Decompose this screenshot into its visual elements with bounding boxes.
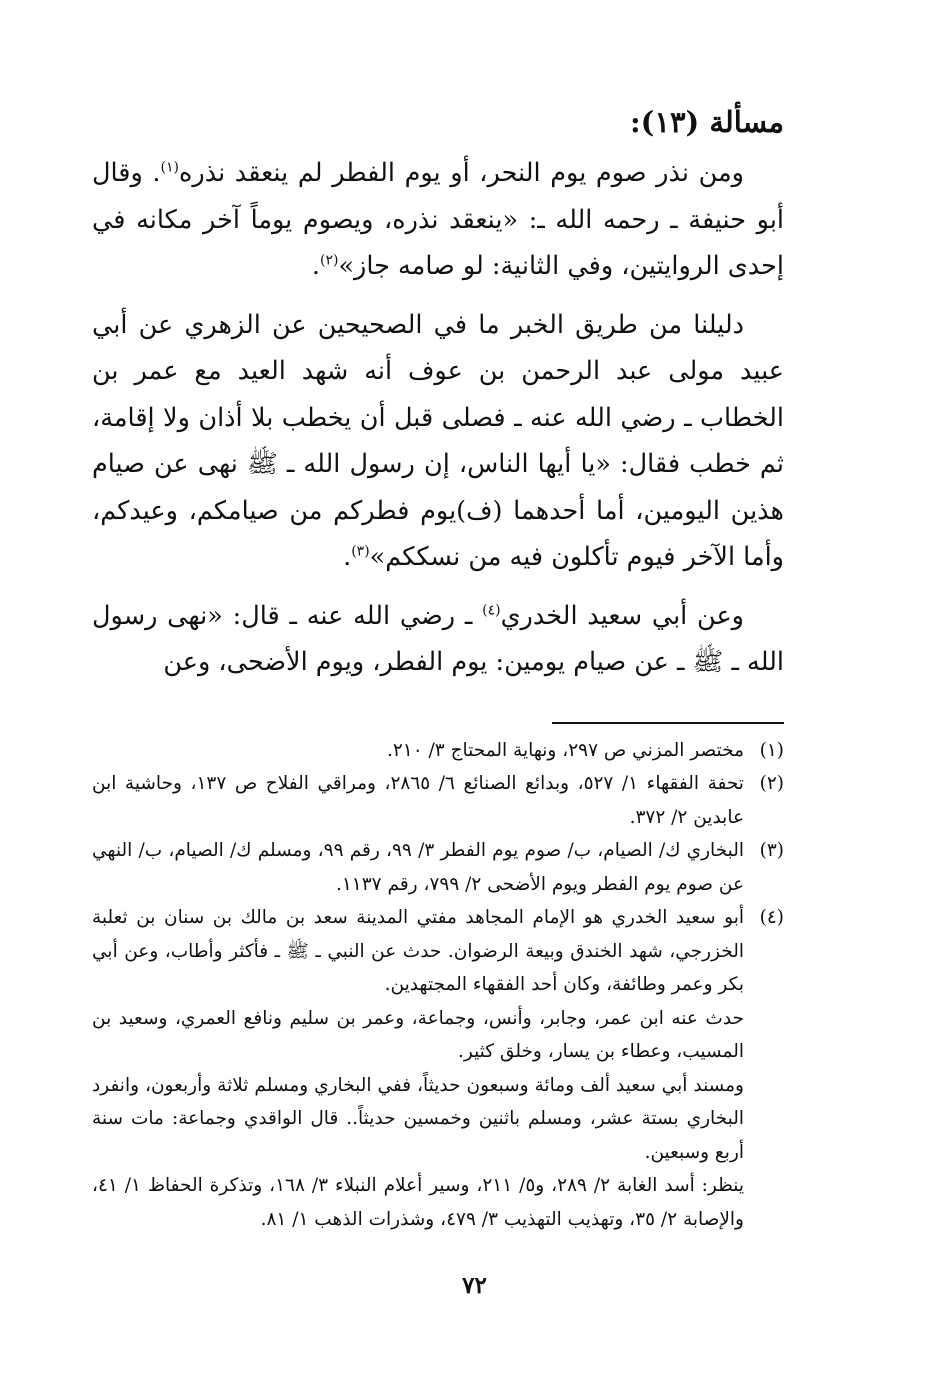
footnote-3 bbox=[92, 834, 784, 901]
paragraph-1-tail2: . bbox=[311, 251, 320, 281]
footnotes bbox=[92, 734, 784, 1237]
footnote-ref-4[interactable]: (٤) bbox=[482, 602, 501, 618]
footnote-4 bbox=[92, 901, 784, 1236]
paragraph-2-tail: . bbox=[343, 542, 352, 572]
footnote-text: ومسند أبي سعيد ألف ومائة وسبعون حديثاً، ففي البخاري ومسلم ثلاثة وأربعون، وانفرد البخاري بستة عشر، ومسلم باثنين وخمسين حديثاً.. قال الواقدي وجماعة: مات سنة أربع وسبعين. bbox=[92, 1074, 744, 1163]
paragraph-2 bbox=[92, 302, 784, 581]
footnote-text: حدث عنه ابن عمر، وجابر، وأنس، وجماعة، وعمر بن سليم ونافع العمري، وسعيد بن المسيب، وعطاء بن يسار، وخلق كثير. bbox=[92, 1007, 744, 1062]
footnote-ref-1[interactable]: (١) bbox=[160, 159, 180, 176]
paragraph-1-text: ومن نذر صوم يوم النحر، أو يوم الفطر لم ينعقد نذره bbox=[179, 158, 744, 188]
footnote-number: (١) bbox=[759, 739, 784, 761]
footnote-text: تحفة الفقهاء ١/ ٥٢٧، وبدائع الصنائع ٦/ ٢٨٦٥، ومراقي الفلاح ص ١٣٧، وحاشية ابن عابدين ٢/ ٣٧٢. bbox=[92, 773, 744, 828]
footnote-ref-2[interactable]: (٢) bbox=[319, 252, 339, 269]
paragraph-3-text: وعن أبي سعيد الخدري bbox=[500, 600, 744, 631]
footnote-number: (٣) bbox=[759, 840, 784, 861]
footnote-number: (٤) bbox=[759, 907, 784, 928]
paragraph-1-tail: . وقال أبو حنيفة ـ رحمه الله ـ: «ينعقد نذره، ويصوم يوماً آخر مكانه في إحدى الروايتين، وفي الثانية: لو صامه جاز» bbox=[92, 158, 784, 281]
footnote-2 bbox=[92, 767, 784, 834]
footnote-number: (٢) bbox=[759, 773, 784, 794]
paragraph-2-text: دليلنا من طريق الخبر ما في الصحيحين عن الزهري عن أبي عبيد مولى عبد الرحمن بن عوف أنه شهد العيد مع عمر بن الخطاب ـ رضي الله عنه ـ فصلى قبل أن يخطب بلا أذان ولا إقامة، ثم خطب فقال: «يا أيها الناس، إن رسول الله ـ ﷺ نهى عن صيام هذين اليومين، أما أحدهما (ف)يوم فطركم من صيامكم، وعيدكم، وأما الآخر فيوم تأكلون فيه من نسككم» bbox=[92, 309, 784, 572]
issue-heading: مسألة (١٣): bbox=[629, 105, 784, 139]
footnote-divider bbox=[552, 722, 784, 724]
footnote-text: ينظر: أسد الغابة ٢/ ٢٨٩، و٥/ ٢١١، وسير أعلام النبلاء ٣/ ١٦٨، وتذكرة الحفاظ ١/ ٤١، والإصابة ٢/ ٣٥، وتهذيب التهذيب ٣/ ٤٧٩، وشذرات الذهب ١/ ٨١. bbox=[92, 1175, 745, 1230]
page-number: ٧٢ bbox=[462, 1272, 487, 1299]
paragraph-3-tail: ـ رضي الله عنه ـ قال: «نهى رسول الله ـ ﷺ ـ عن صيام يومين: يوم الفطر، ويوم الأضحى، وعن bbox=[92, 600, 784, 677]
footnote-ref-3[interactable]: (٣) bbox=[351, 543, 370, 560]
footnote-1 bbox=[92, 734, 784, 768]
page-body bbox=[92, 100, 784, 1300]
footnote-text: البخاري ك/ الصيام، ب/ صوم يوم الفطر ٣/ ٩٩، رقم ٩٩، ومسلم ك/ الصيام، ب/ النهي عن صوم يوم الفطر ويوم الأضحى ٢/ ٧٩٩، رقم ١١٣٧. bbox=[92, 840, 744, 895]
paragraph-3 bbox=[92, 593, 784, 686]
footnote-text: مختصر المزني ص ٢٩٧، ونهاية المحتاج ٣/ ٢١٠. bbox=[386, 739, 744, 761]
footnote-text: أبو سعيد الخدري هو الإمام المجاهد مفتي المدينة سعد بن مالك بن سنان بن ثعلبة الخزرجي، شهد الخندق وبيعة الرضوان. حدث عن النبي ـ ﷺ ـ فأكثر وأطاب، وعن أبي بكر وعمر وطائفة، وكان أحد الفقهاء المجتهدين. bbox=[92, 907, 744, 995]
paragraph-1 bbox=[92, 150, 784, 290]
